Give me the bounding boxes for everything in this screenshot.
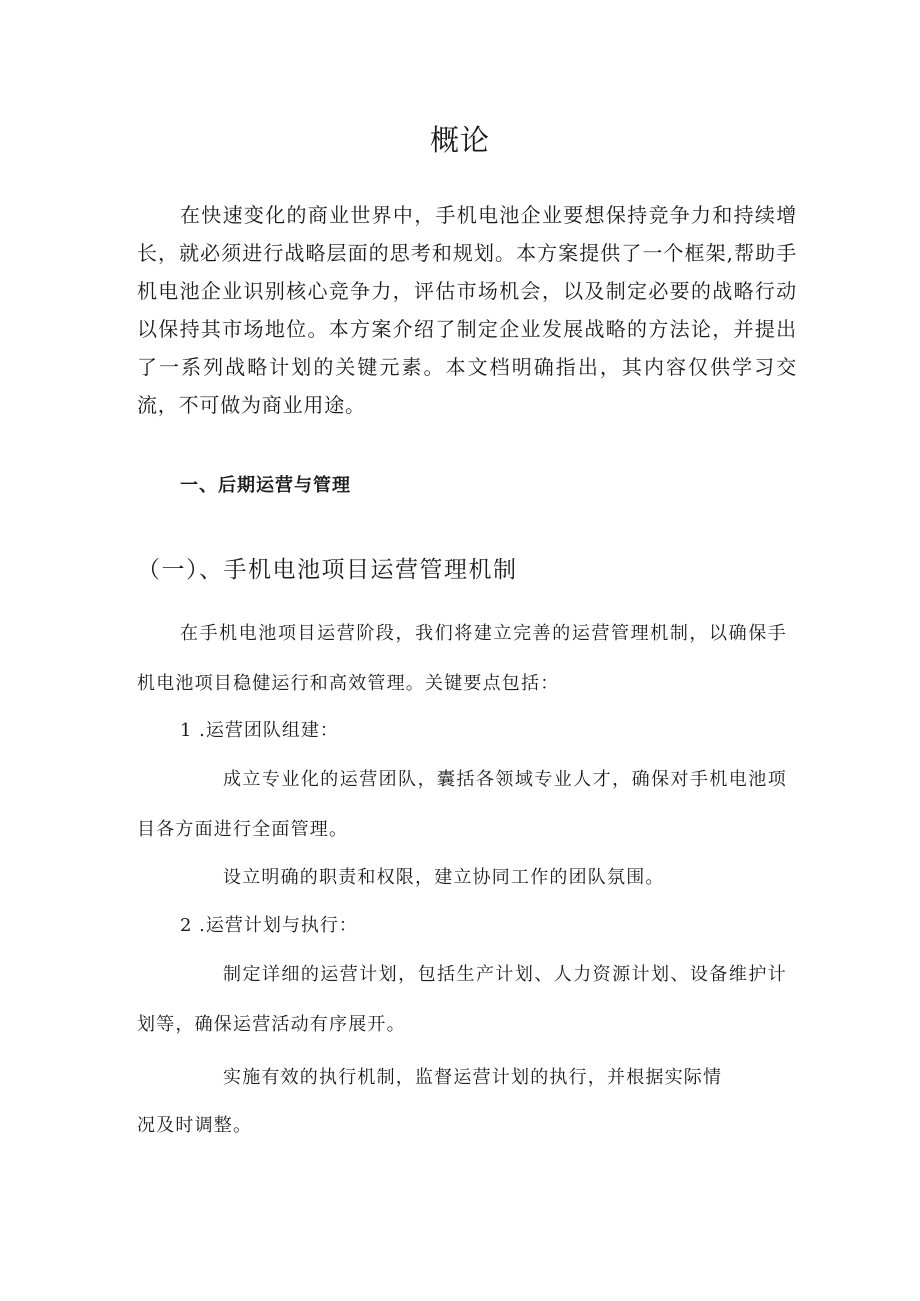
subsection-intro-paragraph: 在手机电池项目运营阶段，我们将建立完善的运营管理机制，以确保手机电池项目稳健运行和高效管理。关键要点包括： [137,623,787,694]
list-item-point: 成立专业化的运营团队，囊括各领域专业人才，确保对手机电池项目各方面进行全面管理。 [137,769,787,840]
subsection-heading: （一）、手机电池项目运营管理机制 [137,557,518,583]
intro-paragraph: 在快速变化的商业世界中，手机电池企业要想保持竞争力和持续增长，就必须进行战略层面的思考和规划。本方案提供了一个框架,帮助手机电池企业识别核心竞争力，评估市场机会，以及制定必要的战略行动以保持其市场地位。本方案介绍了制定企业发展战略的方法论，并提出了一系列战略计划的关键元素。本文档明确指出，其内容仅供学习交流，不可做为商业用途。 [137,203,797,417]
document-title: 概论 [429,123,490,157]
list-item-point: 设立明确的职责和权限，建立协同工作的团队氛围。 [223,867,665,888]
section-heading: 一、后期运营与管理 [180,475,351,496]
list-item-point-continuation: 况及时调整。 [137,1115,253,1136]
list-item-heading: 1 .运营团队组建： [180,720,339,741]
list-item-point: 制定详细的运营计划，包括生产计划、人力资源计划、设备维护计划等，确保运营活动有序展开。 [137,964,787,1035]
list-item-heading: 2 .运营计划与执行： [180,915,358,936]
list-item-point: 实施有效的执行机制，监督运营计划的执行，并根据实际情 [223,1067,723,1088]
